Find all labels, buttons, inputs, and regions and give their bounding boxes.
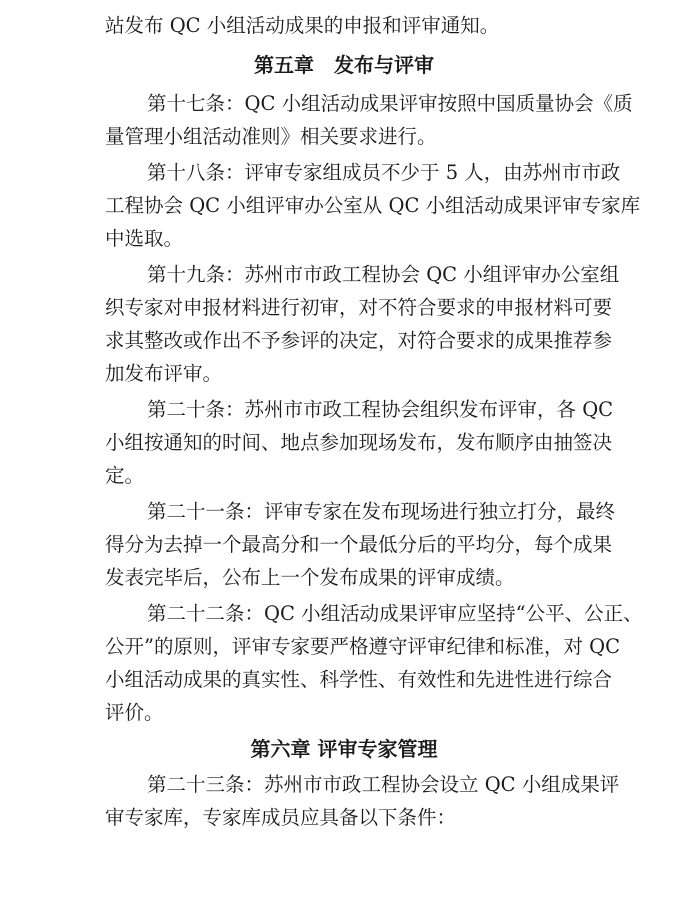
text-line: 第二十二条：QC 小组活动成果评审应坚持“公平、公正、 <box>147 602 643 625</box>
text-line: 得分为去掉一个最高分和一个最低分后的平均分，每个成果 <box>105 533 613 556</box>
text-line: 第二十条：苏州市市政工程协会组织发布评审，各 QC <box>147 398 614 421</box>
text-line: 量管理小组活动准则》相关要求进行。 <box>105 125 437 148</box>
text-line: 工程协会 QC 小组评审办公室从 QC 小组活动成果评审专家库 <box>105 194 641 217</box>
text-line: 公开”的原则，评审专家要严格遵守评审纪律和标准，对 QC <box>105 635 621 658</box>
text-line: 发表完毕后，公布上一个发布成果的评审成绩。 <box>105 566 515 589</box>
text-line: 织专家对申报材料进行初审，对不符合要求的申报材料可要 <box>105 296 613 319</box>
text-line: 站发布 QC 小组活动成果的申报和评审通知。 <box>105 14 500 37</box>
text-line: 第二十一条：评审专家在发布现场进行独立打分，最终 <box>147 500 616 523</box>
text-line: 第十九条：苏州市市政工程协会 QC 小组评审办公室组 <box>147 263 620 286</box>
text-line: 第十七条：QC 小组活动成果评审按照中国质量协会《质 <box>147 92 633 115</box>
chapter-heading: 第六章 评审专家管理 <box>250 737 438 761</box>
text-line: 中选取。 <box>105 227 184 250</box>
chapter-heading: 第五章 发布与评审 <box>254 53 434 77</box>
text-line: 第二十三条：苏州市市政工程协会设立 QC 小组成果评 <box>147 773 620 796</box>
text-line: 审专家库，专家库成员应具备以下条件： <box>105 806 457 829</box>
text-line: 小组活动成果的真实性、科学性、有效性和先进性进行综合 <box>105 668 613 691</box>
text-line: 加发布评审。 <box>105 362 223 385</box>
text-line: 求其整改或作出不予参评的决定，对符合要求的成果推荐参 <box>105 329 613 352</box>
text-line: 第十八条：评审专家组成员不少于 5 人，由苏州市市政 <box>147 161 621 184</box>
text-line: 小组按通知的时间、地点参加现场发布，发布顺序由抽签决 <box>105 431 613 454</box>
text-line: 定。 <box>105 464 145 487</box>
text-line: 评价。 <box>105 701 164 724</box>
